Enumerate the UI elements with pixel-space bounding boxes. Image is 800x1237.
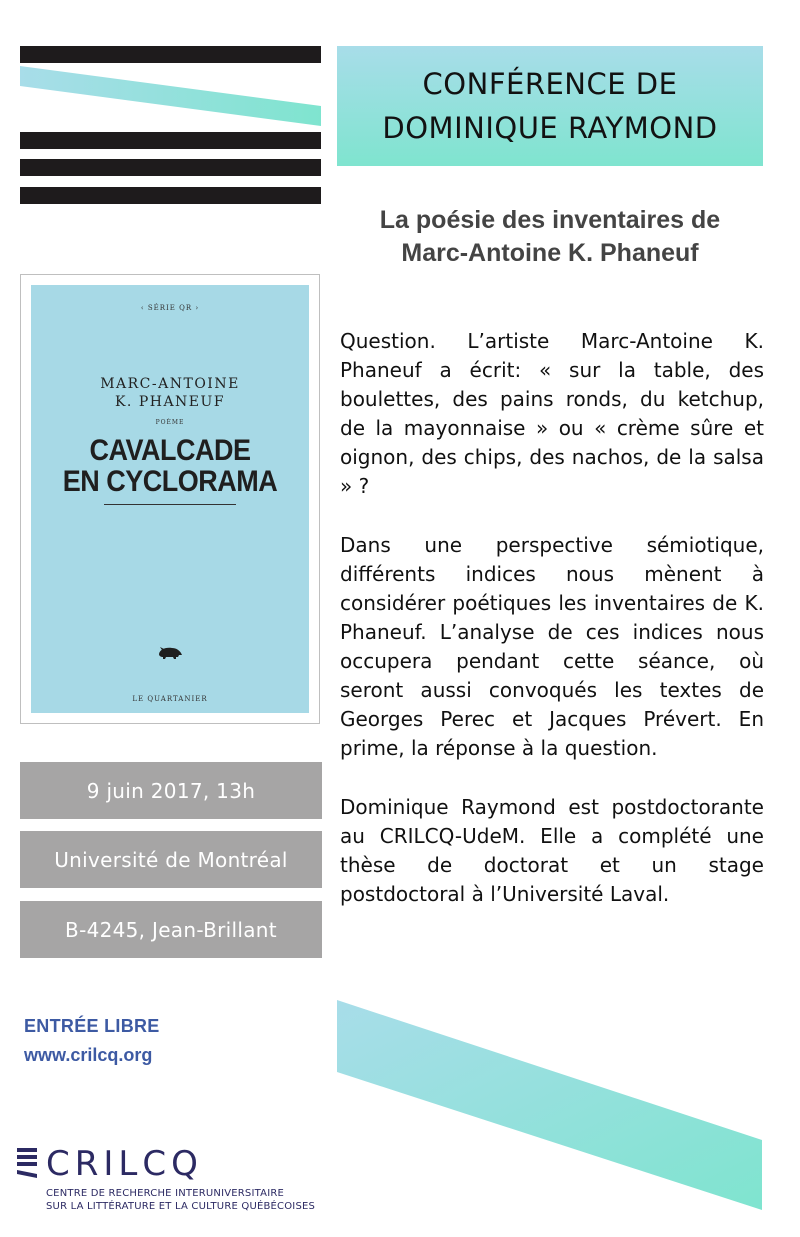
logo-sub-line1: CENTRE DE RECHERCHE INTERUNIVERSITAIRE: [46, 1188, 285, 1199]
body-paragraph-question: Question. L’artiste Marc-Antoine K. Phaneuf a écrit: « sur la table, des boulettes, des pains ronds, du ketchup, de la mayonnaise » ou « crème sûre et oignon, des chips, des nachos, de la salsa » ?: [340, 329, 764, 498]
subtitle-line1: La poésie des inventaires de: [379, 206, 721, 234]
crilcq-logo-subtitle: [46, 1187, 315, 1213]
book-publisher: LE QUARTANIER: [132, 695, 208, 703]
stripe-bar-4: [20, 187, 321, 204]
event-date: 9 juin 2017, 13h: [86, 778, 256, 803]
book-genre: POÈME: [155, 419, 185, 426]
book-series: ‹ SÉRIE QR ›: [140, 304, 200, 312]
page-title-line1: CONFÉRENCE DE: [422, 67, 678, 101]
admission-label: ENTRÉE LIBRE: [24, 1016, 160, 1036]
stripe-bar-3: [20, 159, 321, 176]
book-title-line2: EN CYCLORAMA: [62, 464, 278, 498]
event-room-box: [20, 901, 322, 958]
book-title: [31, 435, 309, 497]
lecture-subtitle: [337, 204, 763, 270]
book-author-line1: MARC-ANTOINE: [100, 376, 240, 392]
event-venue-box: [20, 831, 322, 888]
crilcq-logo-mark-icon: [17, 1148, 41, 1182]
body-paragraph-analysis: Dans une perspective sémiotique, différents indices nous mènent à considérer poétiques les inventaires de K. Phaneuf. L’analyse de ces indices nous occupera pendant cette séance, où seront aussi convoqués les textes de Georges Perec et Jacques Prévert. En prime, la réponse à la question.: [340, 533, 764, 760]
bottom-diagonal-stripe: [337, 1000, 763, 1212]
event-date-box: [20, 762, 322, 819]
title-banner: [337, 46, 763, 166]
crilcq-logo-name: CRILCQ: [46, 1144, 203, 1184]
book-title-line1: CAVALCADE: [89, 433, 251, 467]
diagonal-stripe: [20, 60, 322, 130]
book-author: [31, 375, 309, 411]
event-venue: Université de Montréal: [54, 847, 288, 872]
stripe-bar-2: [20, 132, 321, 149]
book-cover-frame: [20, 274, 320, 724]
boar-icon: [157, 645, 183, 661]
book-title-rule: [104, 504, 236, 505]
website-link[interactable]: www.crilcq.org: [24, 1045, 153, 1065]
subtitle-line2: Marc-Antoine K. Phaneuf: [401, 239, 699, 267]
body-paragraph-bio: Dominique Raymond est postdoctorante au CRILCQ-UdeM. Elle a complété une thèse de doctorat et un stage postdoctoral à l’Université Laval.: [340, 795, 764, 906]
logo-sub-line2: SUR LA LITTÉRATURE ET LA CULTURE QUÉBÉCOISES: [46, 1201, 316, 1212]
page-title-line2: DOMINIQUE RAYMOND: [382, 111, 718, 145]
book-cover: [31, 285, 309, 713]
event-room: B-4245, Jean-Brillant: [65, 917, 277, 942]
book-author-line2: K. PHANEUF: [114, 394, 226, 410]
